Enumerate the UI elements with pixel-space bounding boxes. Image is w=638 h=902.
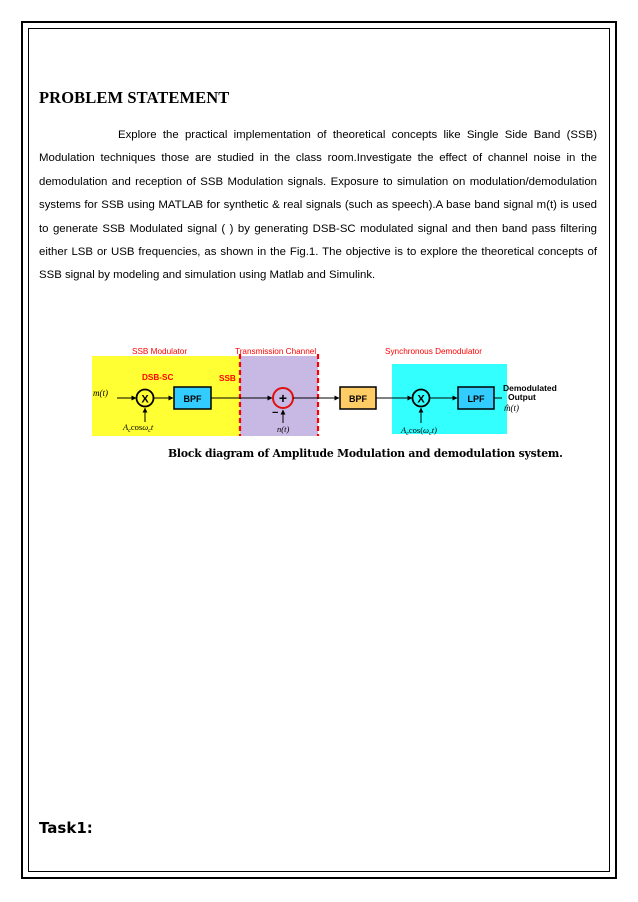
input-signal-label: m(t) (93, 388, 108, 398)
mixer-1-symbol: X (141, 393, 149, 406)
lpf-label: LPF (467, 394, 485, 404)
adder-symbol: + (278, 390, 288, 406)
bpf-2-label: BPF (349, 394, 367, 404)
ssb-label: SSB (219, 374, 236, 383)
mixer-2-symbol: X (417, 393, 425, 406)
diagram-caption: Block diagram of Amplitude Modulation and demodulation system. (168, 447, 563, 460)
bpf-1-label: BPF (183, 394, 202, 404)
problem-statement-paragraph: Explore the practical implementation of theoretical concepts like Single Side Band (SSB) Modulation techniques those are studied in the class room.Investigate the effect of channel noise in the demodulation and reception of SSB Modulation signals. Exposure to simulation on modulation/demodulation systems for SSB using MATLAB for synthetic & real signals (such as speech).A base band signal m(t) is used to generate SSB Modulated signal ( ) by generating DSB-SC modulated signal and then band pass filtering either LSB or USB frequencies, as shown in the Fig.1. The objective is to explore the theoretical concepts of SSB signal by modeling and simulation using Matlab and Simulink. (39, 129, 597, 282)
output-label-line2: Output (508, 392, 536, 402)
output-signal-label: m̂(t) (504, 403, 519, 413)
modulator-region (92, 356, 240, 436)
demodulator-title: Synchronous Demodulator (385, 347, 482, 356)
carrier-2-label: $A_c\cos(\omega_ct)$ (401, 425, 437, 437)
dsb-sc-label: DSB-SC (142, 373, 174, 382)
modulator-title: SSB Modulator (132, 347, 188, 356)
channel-title: Transmission Channel (235, 347, 317, 356)
problem-statement-heading: PROBLEM STATEMENT (39, 88, 230, 107)
ssb-block-diagram (92, 344, 571, 439)
task1-heading: Task1: (39, 819, 93, 837)
noise-label: n(t) (277, 424, 290, 434)
minus-sign: − (272, 407, 279, 419)
carrier-1-label: $A_c\cos\omega_ct$ (123, 422, 154, 434)
output-label-line1: Demodulated (503, 383, 557, 393)
